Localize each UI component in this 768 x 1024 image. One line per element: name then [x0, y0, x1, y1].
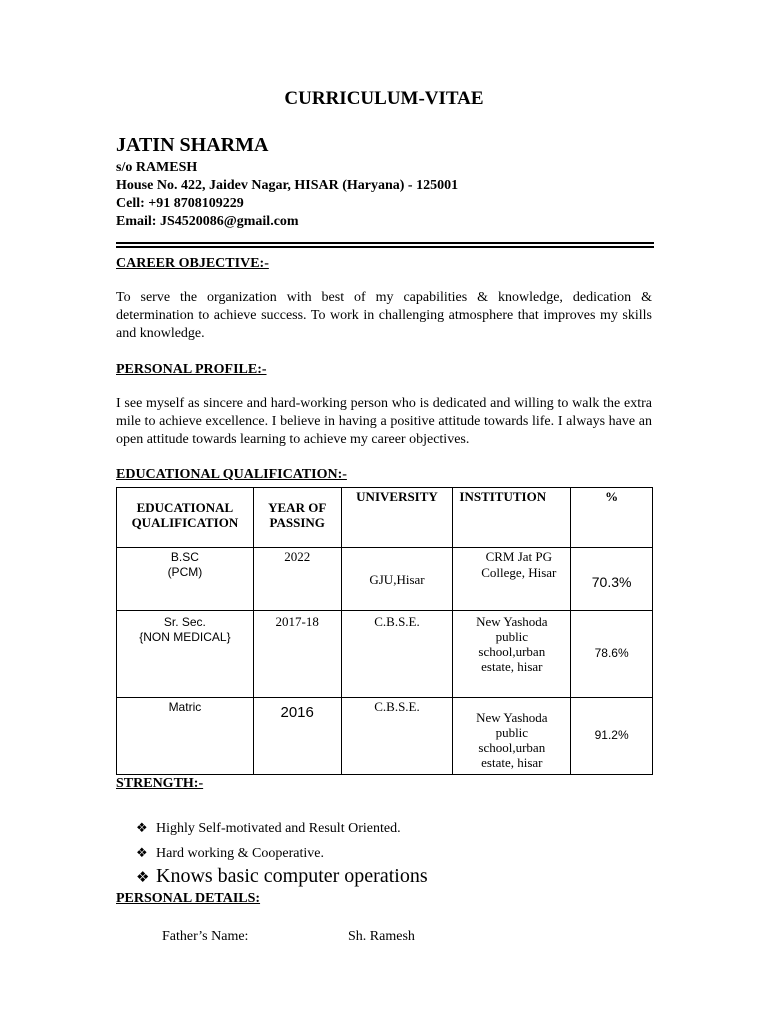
career-objective-heading: CAREER OBJECTIVE:-	[116, 256, 269, 271]
column-header: INSTITUTION	[453, 488, 571, 548]
header-divider-second	[116, 246, 654, 248]
percent-cell: 70.3%	[571, 548, 653, 611]
table-header-row	[117, 488, 653, 548]
diamond-bullet-icon: ❖	[136, 821, 148, 836]
qualification-cell: Sr. Sec. {NON MEDICAL}	[117, 611, 254, 698]
university-cell: GJU,Hisar	[341, 548, 453, 611]
institution-cell: New Yashoda public school,urban estate, hisar	[453, 611, 571, 698]
table-row	[117, 611, 653, 698]
percent-cell: 91.2%	[571, 698, 653, 775]
qualification-cell: B.SC (PCM)	[117, 548, 254, 611]
father-name-label: Father’s Name:	[162, 929, 249, 944]
education-heading: EDUCATIONAL QUALIFICATION:-	[116, 467, 347, 482]
personal-details-heading: PERSONAL DETAILS:	[116, 891, 261, 906]
university-cell: C.B.S.E.	[341, 698, 453, 775]
column-header: UNIVERSITY	[341, 488, 453, 548]
header-divider	[116, 242, 654, 244]
email: Email: JS4520086@gmail.com	[116, 214, 299, 229]
qualification-cell: Matric	[117, 698, 254, 775]
table-row	[117, 548, 653, 611]
candidate-name: JATIN SHARMA	[116, 134, 269, 156]
cell-number: Cell: +91 8708109229	[116, 196, 244, 211]
career-objective-text: To serve the organization with best of my capabilities & knowledge, dedication & determination to achieve success. To work in challenging atmosphere that improves my skills and knowledge.	[116, 290, 652, 341]
personal-profile-text: I see myself as sincere and hard-working person who is dedicated and willing to walk the extra mile to achieve excellence. I believe in having a positive attitude towards life. I always have an open attitude towards learning to achieve my career objectives.	[116, 396, 652, 447]
strength-item: ❖ Highly Self-motivated and Result Oriented.	[136, 821, 401, 836]
personal-profile-heading: PERSONAL PROFILE:-	[116, 362, 267, 377]
year-cell: 2017-18	[253, 611, 341, 698]
table-row	[117, 698, 653, 775]
strength-heading: STRENGTH:-	[116, 776, 204, 791]
column-header: %	[571, 488, 653, 548]
father-name-value: Sh. Ramesh	[348, 929, 415, 944]
address: House No. 422, Jaidev Nagar, HISAR (Haryana) - 125001	[116, 178, 459, 193]
institution-cell: New Yashoda public school,urban estate, hisar	[453, 698, 571, 775]
document-title: CURRICULUM-VITAE	[284, 88, 484, 109]
column-header: YEAR OF PASSING	[253, 488, 341, 548]
year-cell: 2022	[253, 548, 341, 611]
strength-item: ❖ Knows basic computer operations	[136, 865, 428, 887]
diamond-bullet-icon: ❖	[136, 868, 150, 886]
parent-name: s/o RAMESH	[116, 160, 198, 175]
percent-cell: 78.6%	[571, 611, 653, 698]
column-header: EDUCATIONAL QUALIFICATION	[117, 488, 254, 548]
strength-item: ❖ Hard working & Cooperative.	[136, 846, 324, 861]
institution-cell: CRM Jat PG College, Hisar	[453, 548, 571, 611]
education-table	[116, 487, 653, 775]
university-cell: C.B.S.E.	[341, 611, 453, 698]
year-cell: 2016	[253, 698, 341, 775]
diamond-bullet-icon: ❖	[136, 846, 148, 861]
